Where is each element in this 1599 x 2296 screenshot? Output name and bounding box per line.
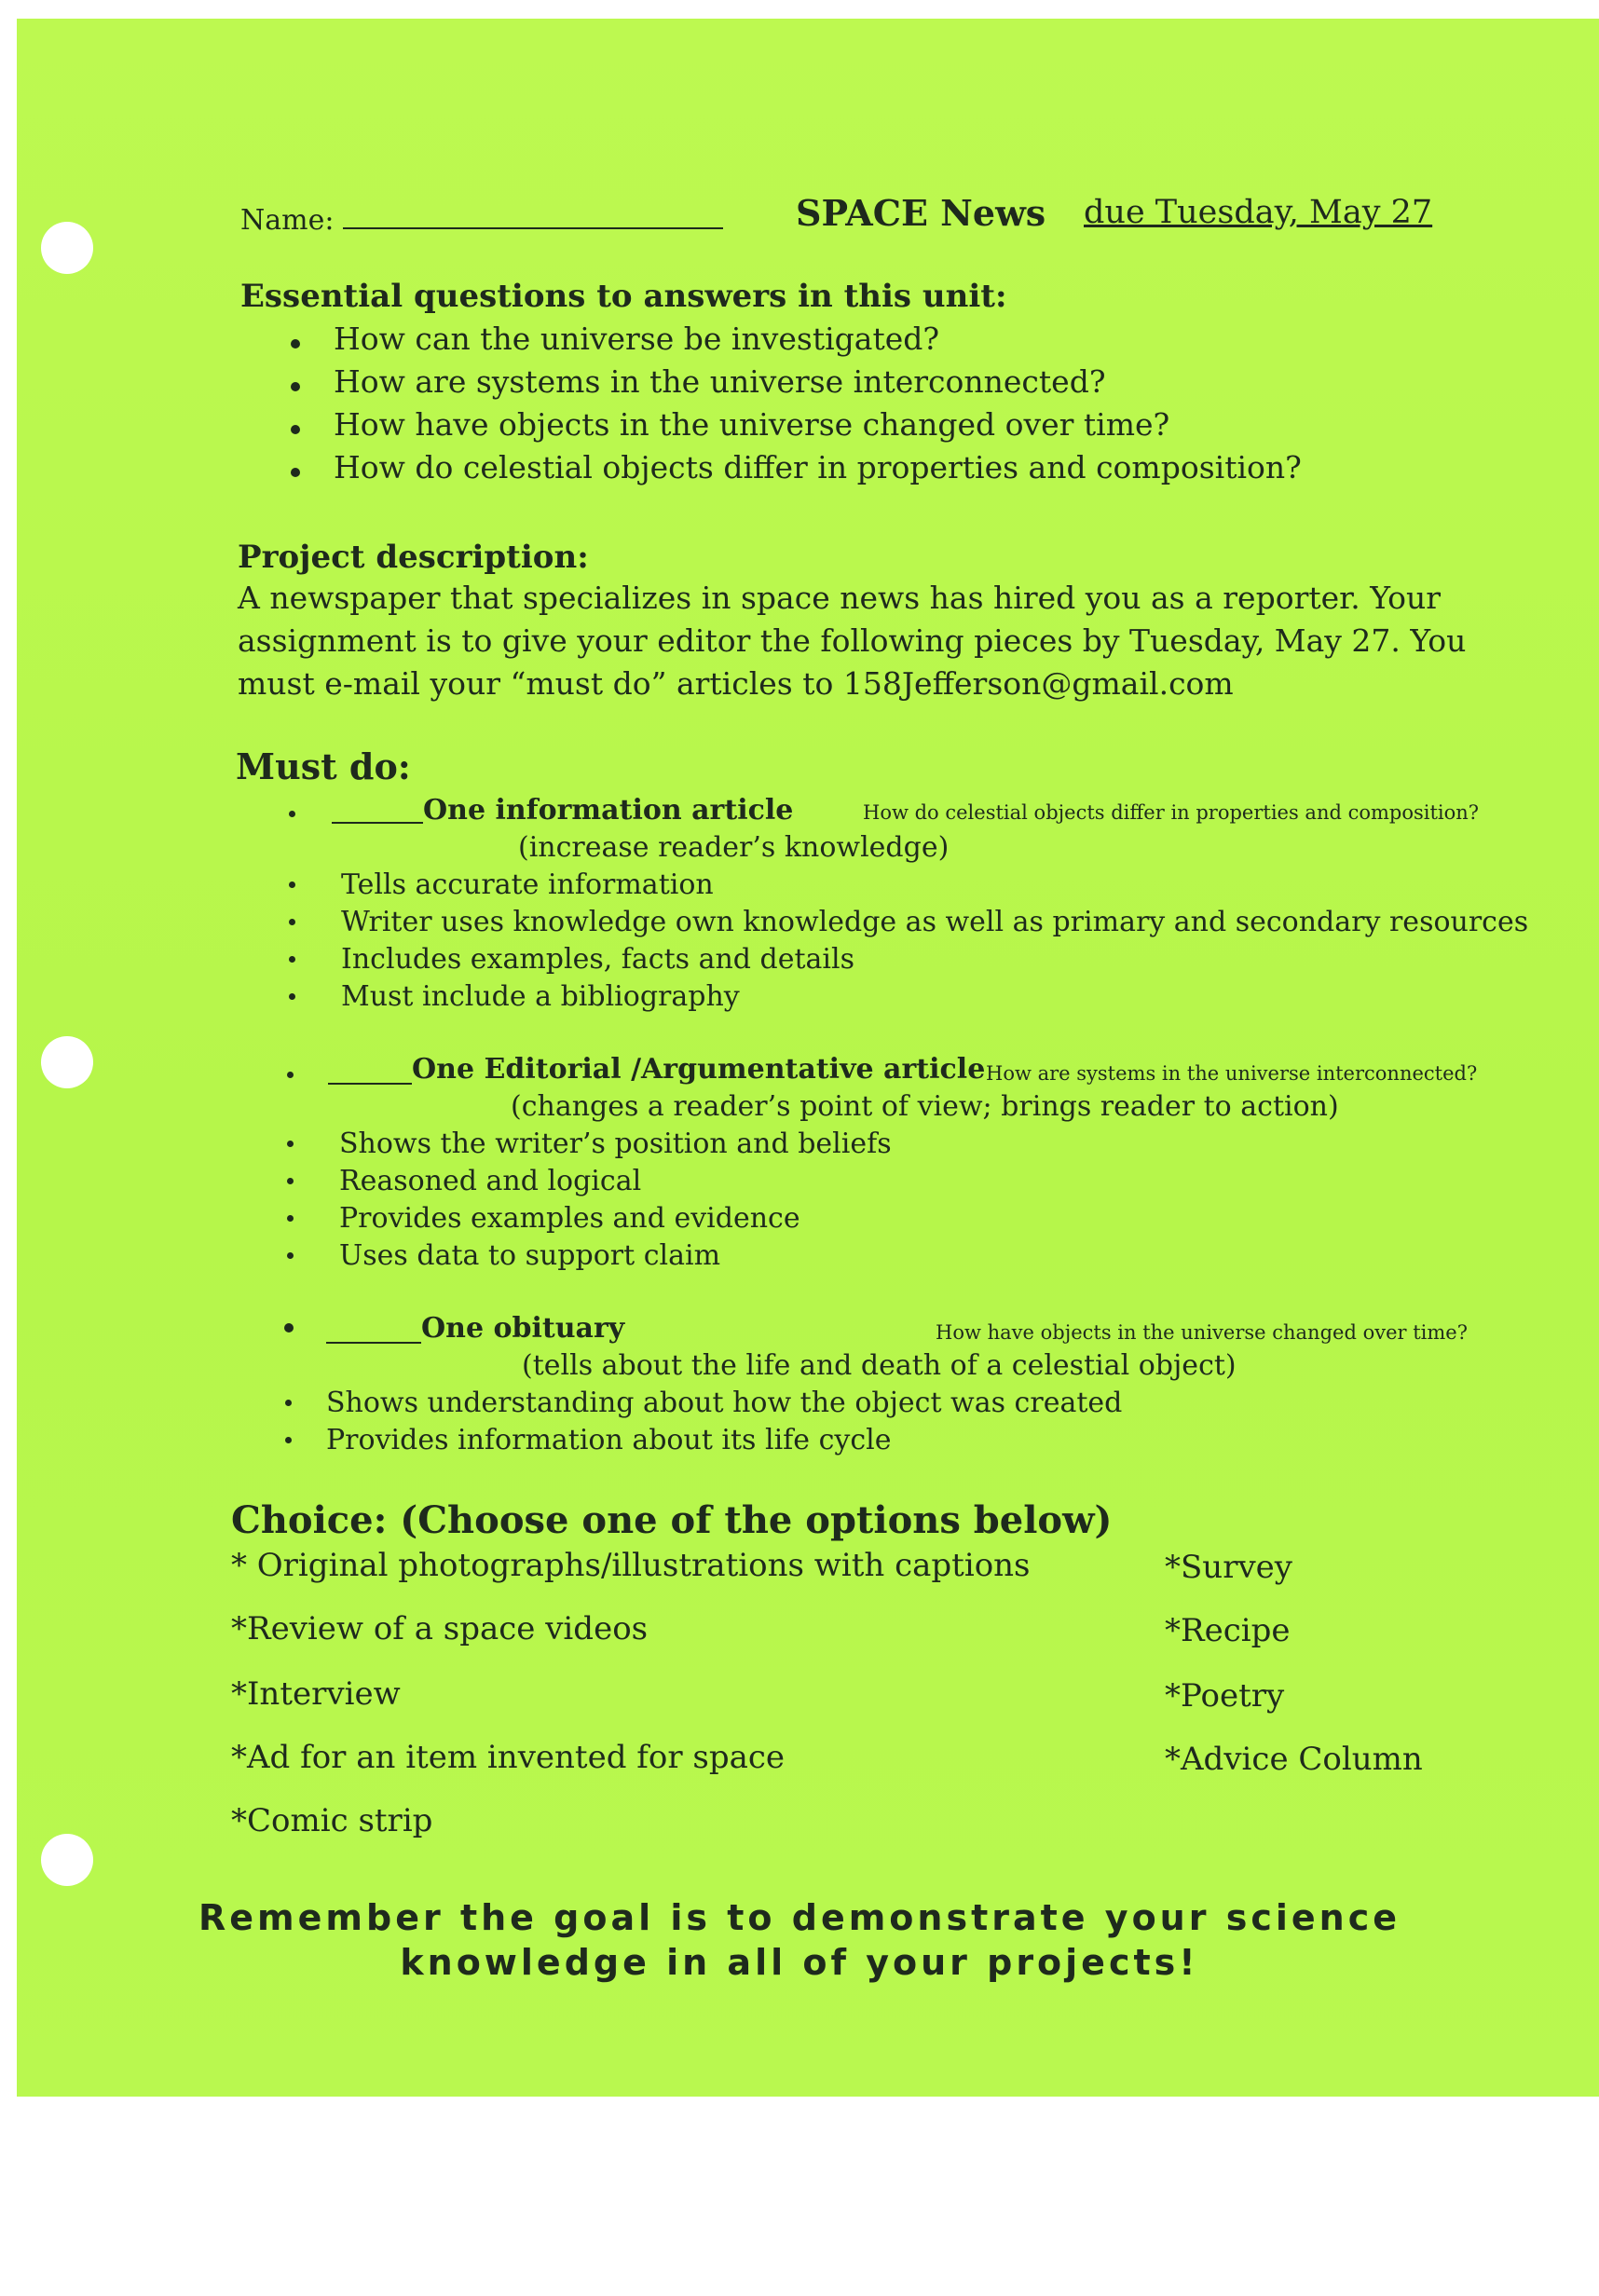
bullet-icon: [289, 811, 295, 817]
essential-item: How are systems in the universe interconnected?: [334, 363, 1106, 400]
obituary-item: Shows understanding about how the object was created: [326, 1387, 1123, 1419]
choice-option: *Advice Column: [1165, 1741, 1423, 1778]
name-label-row: [240, 203, 723, 237]
bullet-icon: [287, 1141, 294, 1147]
choice-option: *Ad for an item invented for space: [231, 1739, 786, 1776]
editorial-article-question: How are systems in the universe interconnected?: [986, 1062, 1478, 1085]
essential-item: How have objects in the universe changed over time?: [334, 406, 1170, 443]
bullet-icon: [287, 1178, 294, 1184]
editorial-item: Uses data to support claim: [339, 1239, 721, 1272]
choice-option: *Comic strip: [231, 1802, 433, 1839]
name-label: Name:: [240, 204, 335, 237]
project-line: A newspaper that specializes in space news has hired you as a reporter. Your: [238, 580, 1442, 616]
info-article-question: How do celestial objects differ in properties and composition?: [863, 801, 1480, 824]
project-line: must e-mail your “must do” articles to 158Jefferson@gmail.com: [238, 665, 1234, 702]
editorial-article-title: One Editorial /Argumentative article: [412, 1053, 986, 1086]
editorial-item: Provides examples and evidence: [339, 1202, 800, 1235]
obituary-subtitle: (tells about the life and death of a celestial object): [522, 1349, 1237, 1382]
info-article-subtitle: (increase reader’s knowledge): [518, 831, 950, 864]
editorial-item: Shows the writer’s position and beliefs: [339, 1128, 892, 1160]
choice-option: *Interview: [231, 1675, 401, 1713]
project-line: assignment is to give your editor the following pieces by Tuesday, May 27. You: [238, 622, 1467, 659]
must-do-heading: Must do:: [236, 745, 411, 787]
choice-heading: Choice: (Choose one of the options below): [231, 1498, 1113, 1542]
bullet-icon: [291, 382, 300, 391]
bullet-icon: [291, 339, 300, 348]
choice-option: *Review of a space videos: [231, 1610, 649, 1647]
choice-option: *Survey: [1165, 1549, 1292, 1586]
editorial-check-blank[interactable]: [328, 1064, 412, 1085]
name-blank-line[interactable]: [343, 203, 723, 229]
bullet-icon: [287, 1215, 294, 1222]
info-check-blank[interactable]: [332, 803, 423, 824]
bullet-icon: [284, 1323, 294, 1332]
editorial-article-subtitle: (changes a reader’s point of view; brings reader to action): [511, 1090, 1339, 1123]
choice-option: *Recipe: [1165, 1612, 1291, 1649]
reminder-line: knowledge in all of your projects!: [400, 1942, 1199, 1983]
bullet-icon: [285, 1437, 292, 1443]
bullet-icon: [289, 882, 295, 888]
essential-item: How do celestial objects differ in properties and composition?: [334, 449, 1302, 485]
obituary-question: How have objects in the universe changed over time?: [936, 1321, 1468, 1344]
project-heading: Project description:: [238, 539, 589, 576]
punch-hole-middle: [41, 1036, 93, 1088]
info-item: Tells accurate information: [341, 868, 714, 901]
essential-item: How can the universe be investigated?: [334, 321, 940, 357]
essential-heading: Essential questions to answers in this unit:: [240, 278, 1007, 315]
bullet-icon: [291, 425, 300, 434]
obituary-item: Provides information about its life cycle: [326, 1424, 892, 1456]
bullet-icon: [285, 1400, 292, 1406]
info-article-title: One information article: [423, 794, 794, 827]
obituary-check-blank[interactable]: [326, 1323, 421, 1344]
due-date: due Tuesday, May 27: [1084, 194, 1433, 231]
info-item: Writer uses knowledge own knowledge as well as primary and secondary resources: [341, 906, 1529, 938]
bullet-icon: [289, 993, 295, 1000]
choice-option: * Original photographs/illustrations with captions: [231, 1547, 1031, 1584]
choice-option: *Poetry: [1165, 1677, 1285, 1715]
editorial-item: Reasoned and logical: [339, 1165, 642, 1197]
obituary-title: One obituary: [421, 1312, 625, 1345]
info-item: Includes examples, facts and details: [341, 943, 855, 976]
reminder-line: Remember the goal is to demonstrate your science: [198, 1897, 1401, 1938]
bullet-icon: [291, 468, 300, 477]
bullet-icon: [287, 1252, 294, 1259]
bullet-icon: [289, 919, 295, 925]
bullet-icon: [287, 1072, 294, 1078]
bullet-icon: [289, 956, 295, 963]
info-item: Must include a bibliography: [341, 980, 740, 1013]
punch-hole-bottom: [41, 1834, 93, 1886]
punch-hole-top: [41, 222, 93, 274]
page-title: SPACE News: [796, 192, 1046, 234]
